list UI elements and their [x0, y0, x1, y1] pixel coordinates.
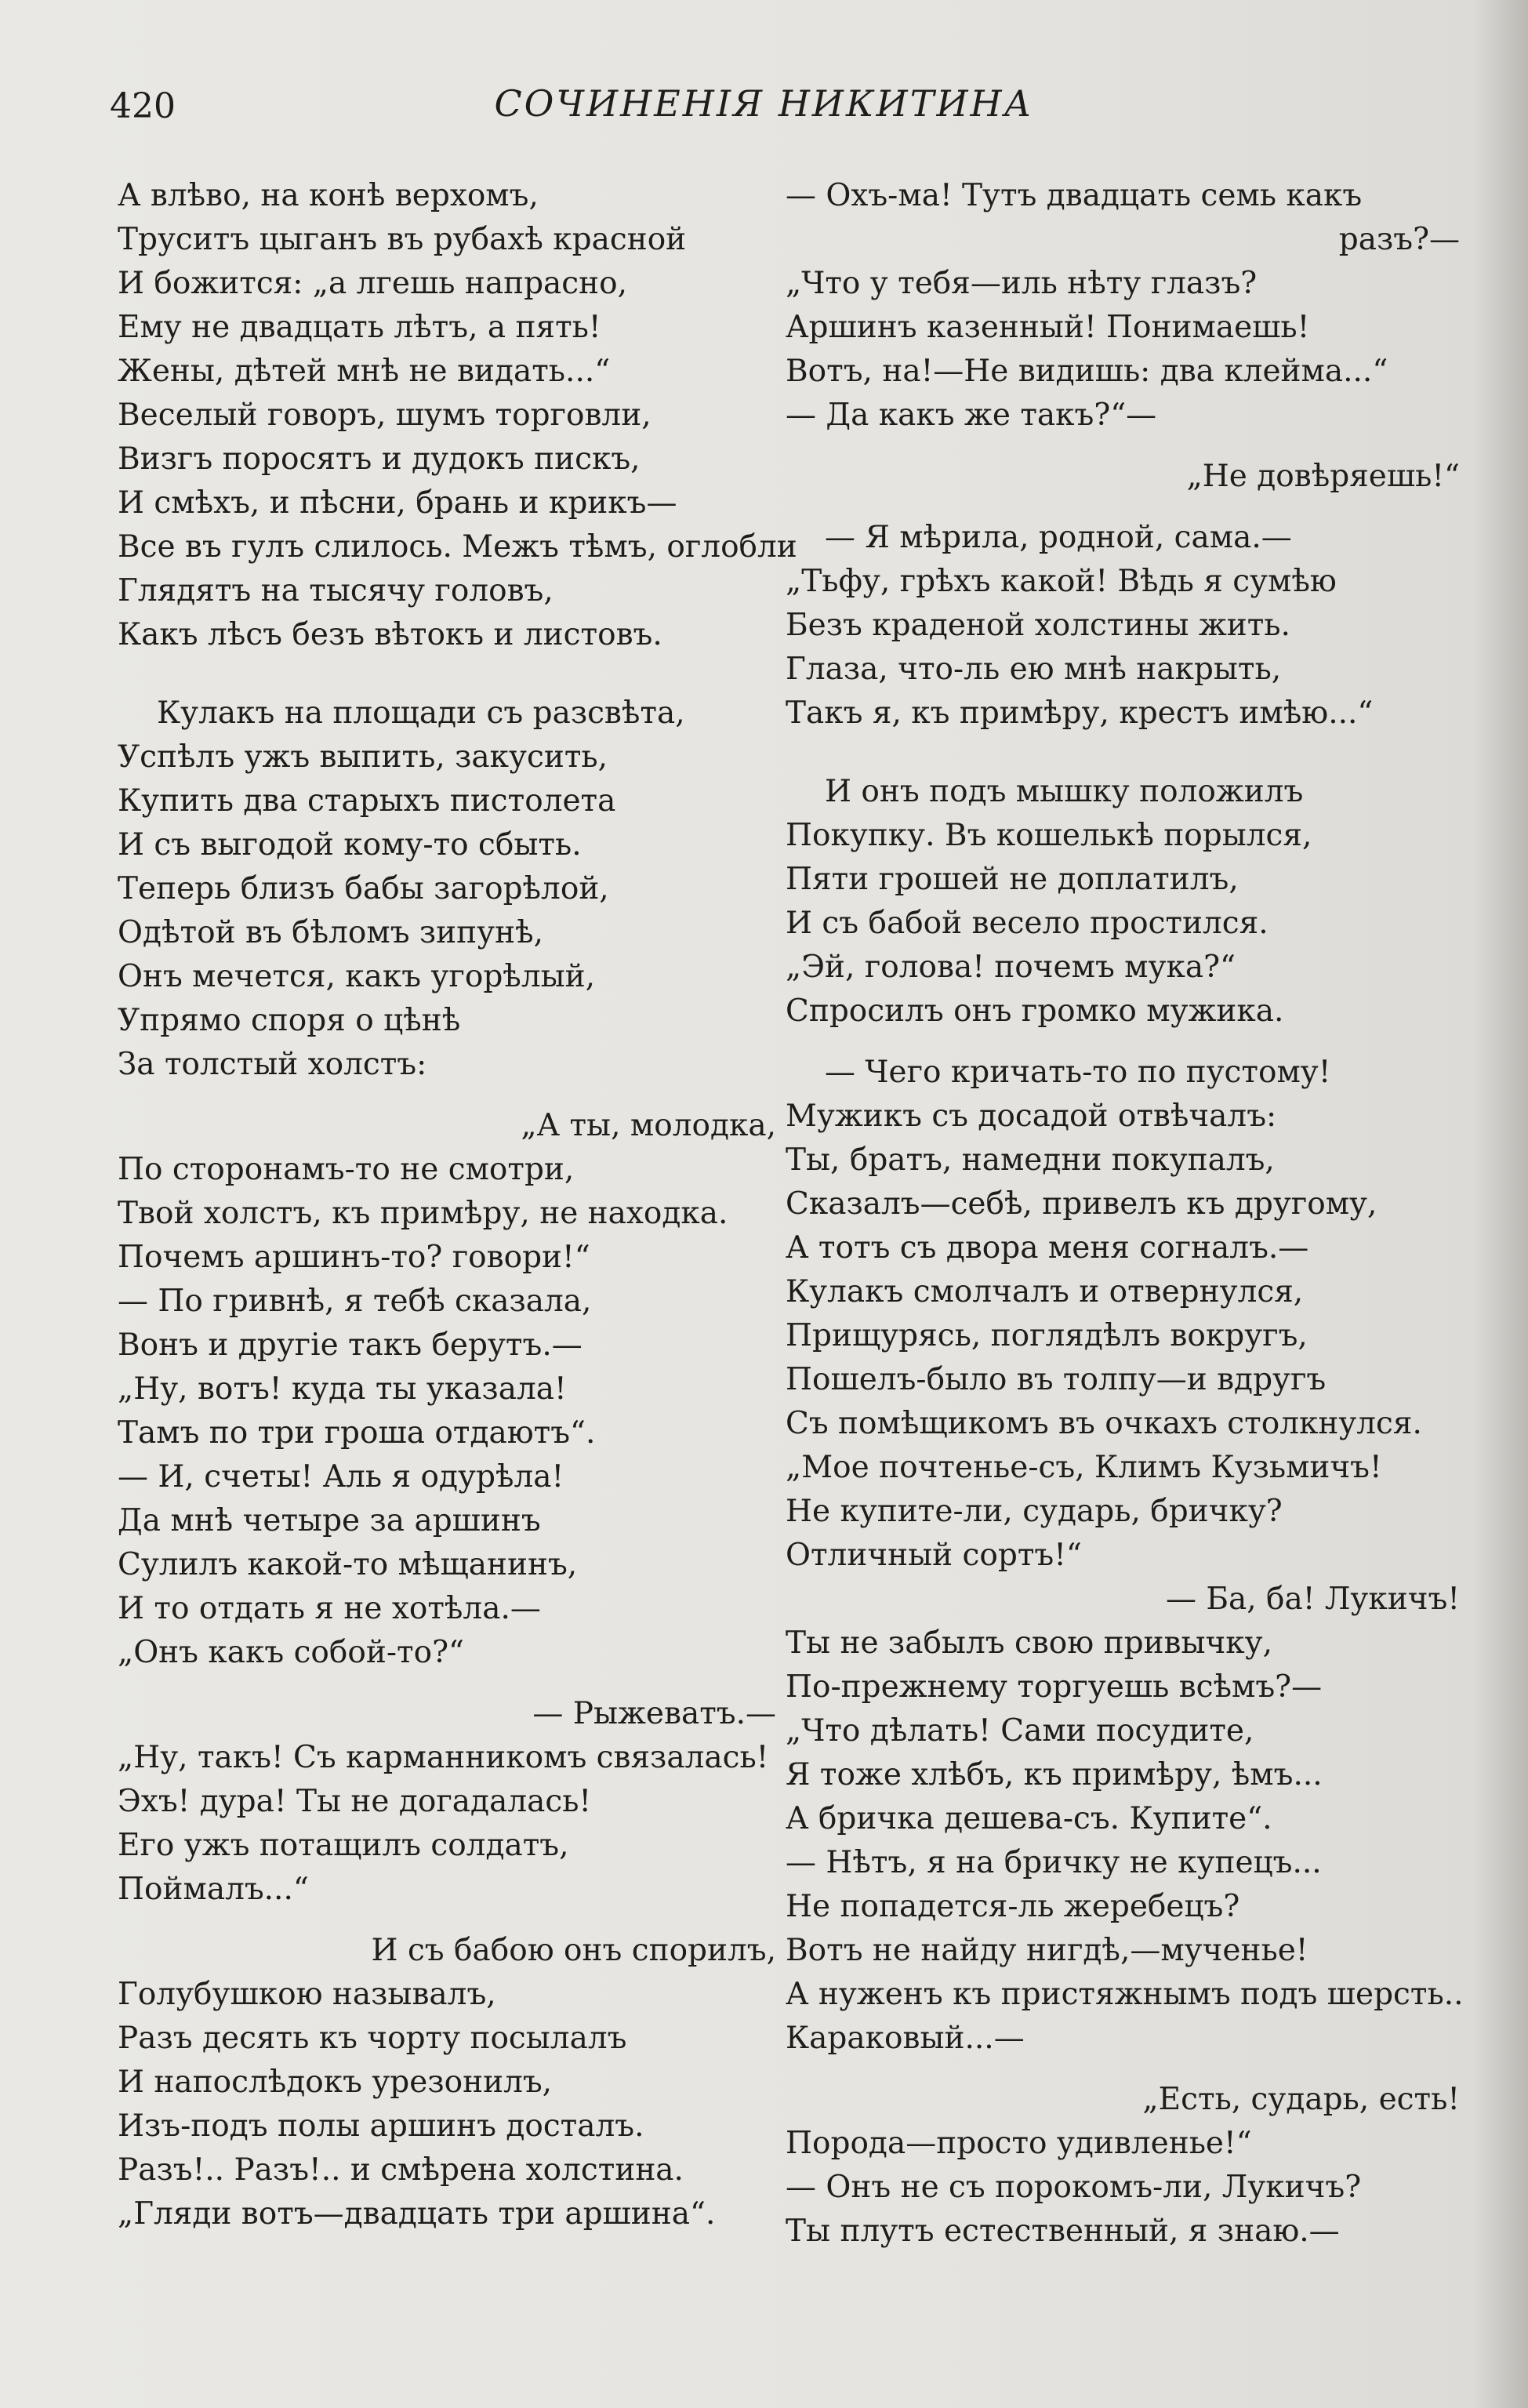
verse-line: „Ну, такъ! Съ карманникомъ связалась!: [118, 1740, 769, 1775]
verse-line: И онъ подъ мышку положилъ: [825, 774, 1304, 809]
stanza-break: [118, 1087, 776, 1104]
verse-line: Съ помѣщикомъ въ очкахъ столкнулся.: [786, 1406, 1422, 1441]
verse-line: Отличный сортъ!“: [786, 1538, 1082, 1573]
verse-line: „Есть, сударь, есть!: [1142, 2082, 1460, 2117]
verse-line: „Гляди вотъ—двадцать три аршина“.: [118, 2196, 716, 2232]
verse-line: Сказалъ—себѣ, привелъ къ другому,: [786, 1186, 1377, 1222]
verse-line: — Да какъ же такъ?“—: [786, 398, 1157, 433]
verse-line: По-прежнему торгуешь всѣмъ?—: [786, 1669, 1323, 1705]
verse-line: Ему не двадцать лѣтъ, а пять!: [118, 310, 601, 345]
verse-line: Я тоже хлѣбъ, къ примѣру, ѣмъ...: [786, 1757, 1323, 1792]
verse-line: А тотъ съ двора меня согналъ.—: [786, 1230, 1309, 1266]
verse-line: Голубушкою называлъ,: [118, 1977, 496, 2012]
verse-line: — Я мѣрила, родной, сама.—: [825, 520, 1292, 555]
verse-line: А нуженъ къ пристяжнымъ подъ шерсть..: [786, 1977, 1464, 2012]
stanza-break: [118, 1912, 776, 1929]
verse-line: И съ бабою онъ спорилъ,: [371, 1933, 776, 1968]
verse-line: Караковый...—: [786, 2021, 1025, 2056]
verse-line: Сулилъ какой-то мѣщанинъ,: [118, 1547, 578, 1582]
verse-line: Одѣтой въ бѣломъ зипунѣ,: [118, 915, 544, 950]
verse-line: По сторонамъ-то не смотри,: [118, 1152, 575, 1187]
verse-line: Разъ десять къ чорту посылалъ: [118, 2021, 627, 2056]
verse-line: Упрямо споря о цѣнѣ: [118, 1003, 461, 1038]
verse-line: Разъ!.. Разъ!.. и смѣрена холстина.: [118, 2152, 684, 2188]
verse-line: Аршинъ казенный! Понимаешь!: [786, 310, 1310, 345]
verse-line: разъ?—: [1338, 222, 1460, 257]
verse-line: И съ бабой весело простился.: [786, 906, 1268, 941]
stanza-break: [786, 438, 1460, 455]
verse-line: Спросилъ онъ громко мужика.: [786, 993, 1284, 1029]
verse-line: Кулакъ смолчалъ и отвернулся,: [786, 1274, 1304, 1309]
verse-line: За толстый холстъ:: [118, 1047, 427, 1082]
verse-line: „Онъ какъ собой-то?“: [118, 1635, 464, 1670]
verse-line: А бричка дешева-съ. Купите“.: [786, 1801, 1272, 1836]
page-number: 420: [110, 86, 176, 126]
running-head-title: СОЧИНЕНІЯ НИКИТИНА: [494, 82, 1034, 125]
verse-line: — Рыжеватъ.—: [532, 1696, 776, 1731]
verse-line: Такъ я, къ примѣру, крестъ имѣю...“: [786, 696, 1374, 731]
verse-line: Покупку. Въ кошелькѣ порылся,: [786, 818, 1312, 853]
page-gutter-shadow: [1473, 0, 1528, 2408]
verse-line: Глядятъ на тысячу головъ,: [118, 573, 553, 608]
stanza-break: [786, 499, 1460, 516]
verse-line: И божится: „а лгешь напрасно,: [118, 266, 627, 301]
verse-line: Труситъ цыганъ въ рубахѣ красной: [118, 222, 687, 257]
verse-line: Его ужъ потащилъ солдатъ,: [118, 1828, 569, 1863]
stanza-break: [786, 735, 1460, 770]
verse-line: Вотъ, на!—Не видишь: два клейма...“: [786, 354, 1388, 389]
verse-line: „А ты, молодка,: [521, 1108, 776, 1143]
verse-line: „Что у тебя—иль нѣту глазъ?: [786, 266, 1258, 301]
verse-line: — Нѣтъ, я на бричку не купецъ...: [786, 1845, 1322, 1880]
verse-line: „Мое почтенье-съ, Климъ Кузьмичъ!: [786, 1450, 1382, 1485]
verse-line: Ты не забылъ свою привычку,: [786, 1625, 1273, 1661]
verse-line: Веселый говоръ, шумъ торговли,: [118, 398, 651, 433]
verse-line: А влѣво, на конѣ верхомъ,: [118, 178, 539, 213]
verse-line: — Чего кричать-то по пустому!: [825, 1055, 1331, 1090]
stanza-break: [118, 657, 776, 692]
verse-line: „Не довѣряешь!“: [1186, 459, 1460, 494]
verse-line: „Ну, вотъ! куда ты указала!: [118, 1371, 567, 1407]
verse-line: „Тьфу, грѣхъ какой! Вѣдь я сумѣю: [786, 564, 1337, 599]
verse-line: Порода—просто удивленье!“: [786, 2126, 1252, 2161]
verse-line: Онъ мечется, какъ угорѣлый,: [118, 959, 596, 994]
verse-line: Пяти грошей не доплатилъ,: [786, 862, 1239, 897]
verse-line: Купить два старыхъ пистолета: [118, 783, 616, 819]
verse-line: Тамъ по три гроша отдаютъ“.: [118, 1415, 596, 1451]
stanza-break: [786, 1033, 1460, 1051]
verse-line: Все въ гулъ слилось. Межъ тѣмъ, оглобли: [118, 529, 797, 565]
verse-line: Изъ-подъ полы аршинъ досталъ.: [118, 2108, 644, 2144]
verse-line: Какъ лѣсъ безъ вѣтокъ и листовъ.: [118, 617, 662, 652]
verse-line: Вонъ и другіе такъ берутъ.—: [118, 1327, 583, 1363]
verse-line: Не купите-ли, сударь, бричку?: [786, 1494, 1283, 1529]
stanza-break: [786, 2061, 1460, 2078]
verse-line: Теперь близъ бабы загорѣлой,: [118, 871, 609, 906]
stanza-break: [118, 1675, 776, 1692]
verse-line: — Ба, ба! Лукичъ!: [1165, 1582, 1460, 1617]
verse-line: „Что дѣлать! Сами посудите,: [786, 1713, 1254, 1749]
verse-line: Ты, братъ, намедни покупалъ,: [786, 1142, 1275, 1178]
verse-line: — И, счеты! Аль я одурѣла!: [118, 1459, 564, 1495]
verse-line: Жены, дѣтей мнѣ не видать...“: [118, 354, 611, 389]
verse-line: Эхъ! дура! Ты не догадалась!: [118, 1784, 592, 1819]
verse-line: Успѣлъ ужъ выпить, закусить,: [118, 739, 608, 775]
verse-line: Мужикъ съ досадой отвѣчалъ:: [786, 1099, 1277, 1134]
verse-line: Кулакъ на площади съ разсвѣта,: [157, 696, 685, 731]
verse-line: — Охъ-ма! Тутъ двадцать семь какъ: [786, 178, 1363, 213]
verse-line: И съ выгодой кому-то сбыть.: [118, 827, 582, 863]
verse-line: И то отдать я не хотѣла.—: [118, 1591, 541, 1626]
verse-line: Да мнѣ четыре за аршинъ: [118, 1503, 541, 1538]
verse-line: „Эй, голова! почемъ мука?“: [786, 950, 1236, 985]
verse-line: Твой холстъ, къ примѣру, не находка.: [118, 1196, 728, 1231]
right-column: [786, 174, 1464, 2254]
verse-line: Не попадется-ль жеребецъ?: [786, 1889, 1240, 1924]
verse-line: Прищурясь, поглядѣлъ вокругъ,: [786, 1318, 1308, 1353]
verse-line: Вотъ не найду нигдѣ,—мученье!: [786, 1933, 1308, 1968]
verse-line: Ты плутъ естественный, я знаю.—: [786, 2214, 1340, 2249]
verse-line: И напослѣдокъ урезонилъ,: [118, 2065, 553, 2100]
verse-line: Глаза, что-ль ею мнѣ накрыть,: [786, 652, 1282, 687]
verse-line: Поймалъ...“: [118, 1872, 309, 1907]
verse-line: Почемъ аршинъ-то? говори!“: [118, 1240, 590, 1275]
verse-line: И смѣхъ, и пѣсни, брань и крикъ—: [118, 485, 677, 521]
verse-line: Безъ краденой холстины жить.: [786, 608, 1290, 643]
verse-line: — По гривнѣ, я тебѣ сказала,: [118, 1284, 592, 1319]
left-column: [118, 174, 797, 2236]
verse-line: Визгъ поросятъ и дудокъ пискъ,: [118, 441, 641, 477]
verse-line: — Онъ не съ порокомъ-ли, Лукичъ?: [786, 2170, 1362, 2205]
verse-line: Пошелъ-было въ толпу—и вдругъ: [786, 1362, 1327, 1397]
